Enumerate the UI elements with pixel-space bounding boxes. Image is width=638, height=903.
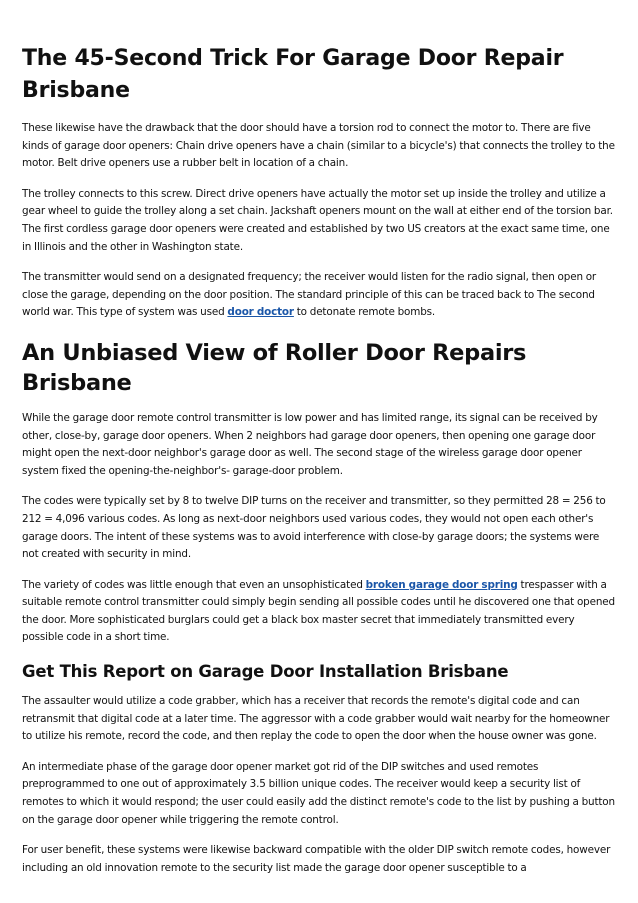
paragraph-text: The transmitter would send on a designated frequency; the receiver would listen for the radio signal, then open or close the garage, depending on the door position. The standard principle of this can be traced back to The second world war. This type of system was used xyxy=(22,271,597,319)
page-title: The 45-Second Trick For Garage Door Repair Brisbane xyxy=(22,46,564,103)
paragraph-with-link xyxy=(22,269,618,322)
intro-section xyxy=(22,120,618,322)
paragraph: An intermediate phase of the garage door opener market got rid of the DIP switches and used remotes preprogrammed to one out of approximately 3.5 billion unique codes. The receiver would keep a security list of remotes to which it would respond; the user could easily add the distinct remote's code to the list by pushing a button on the garage door opener while triggering the remote control. xyxy=(22,760,615,826)
broken-garage-door-spring-link[interactable]: broken garage door spring xyxy=(365,578,518,591)
paragraph: For user benefit, these systems were likewise backward compatible with the older DIP switch remote codes, however including an old innovation remote to the security list made the garage door opener susceptible to a xyxy=(22,844,611,874)
paragraph: While the garage door remote control transmitter is low power and has limited range, its signal can be received by other, close-by, garage door openers. When 2 neighbors had garage door openers, then opening one garage door might open the next-door neighbor's garage door as well. The second stage of the wireless garage door opener system fixed the opening-the-neighbor's- garage-door problem. xyxy=(22,411,598,477)
installation-section xyxy=(22,660,618,877)
paragraph-text: to detonate remote bombs. xyxy=(293,306,436,319)
roller-door-section xyxy=(22,338,618,647)
paragraph-with-link xyxy=(22,577,618,647)
paragraph: These likewise have the drawback that the door should have a torsion rod to connect the motor to. There are five kinds of garage door openers: Chain drive openers have a chain (similar to a bicycle's) that connects the trolley to the motor. Belt drive openers use a rubber belt in location of a chain. xyxy=(22,122,615,170)
subsection-heading: Get This Report on Garage Door Installation Brisbane xyxy=(22,662,509,682)
paragraph: The trolley connects to this screw. Direct drive openers have actually the motor set up inside the trolley and utilize a gear wheel to guide the trolley along a set chain. Jackshaft openers mount on the wall at either end of the torsion bar. The first cordless garage door openers were created and established by two US creators at the exact same time, one in Illinois and the other in Washington state. xyxy=(22,187,613,253)
paragraph-text: The variety of codes was little enough that even an unsophisticated xyxy=(22,578,366,591)
section-heading: An Unbiased View of Roller Door Repairs Brisbane xyxy=(22,339,527,396)
door-doctor-link[interactable]: door doctor xyxy=(227,306,294,319)
paragraph: The assaulter would utilize a code grabber, which has a receiver that records the remote's digital code and can retransmit that digital code at a later time. The aggressor with a code grabber would wait nearby for the homeowner to utilize his remote, record the code, and then replay the code to open the door when the house owner was gone. xyxy=(22,695,610,743)
paragraph-text: trespasser with a suitable remote control transmitter could simply begin sending all possible codes until he discovered one that opened the door. More sophisticated burglars could get a black box master secret that immediately transmitted every possible code in a short time. xyxy=(22,578,615,644)
paragraph: The codes were typically set by 8 to twelve DIP turns on the receiver and transmitter, so they permitted 28 = 256 to 212 = 4,096 various codes. As long as next-door neighbors used various codes, they would not open each other's garage doors. The intent of these systems was to avoid interference with close-by garage doors; the systems were not created with security in mind. xyxy=(22,495,606,561)
